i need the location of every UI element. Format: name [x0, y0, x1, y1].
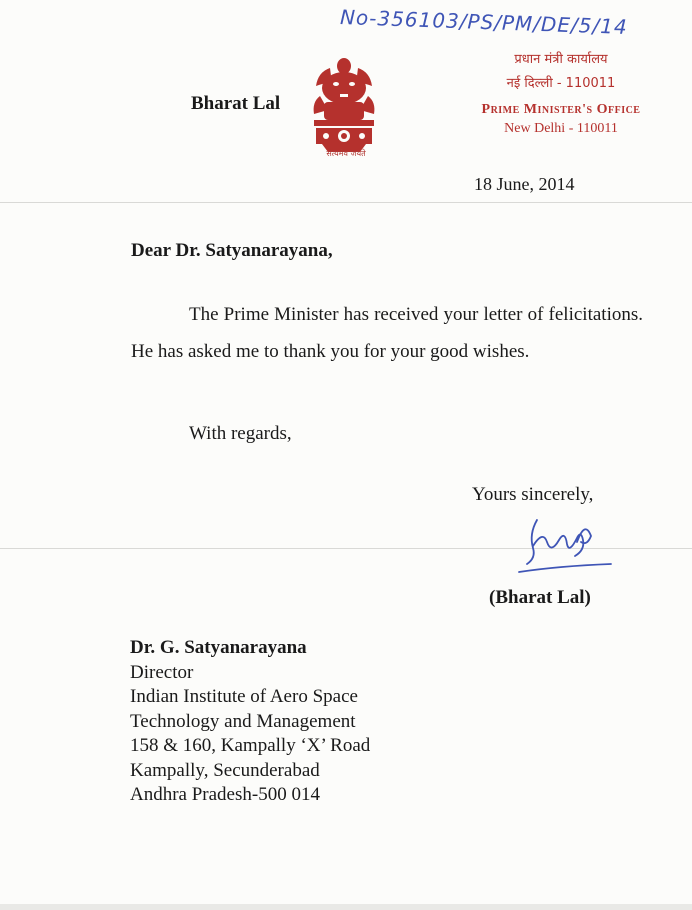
regards-line: With regards, — [189, 423, 292, 444]
recipient-state-pin: Andhra Pradesh-500 014 — [130, 784, 320, 805]
signature-icon — [515, 516, 615, 578]
recipient-title: Director — [130, 661, 194, 683]
recipient-street: 158 & 160, Kampally ‘X’ Road — [130, 735, 371, 756]
closing-line: Yours sincerely, — [472, 484, 594, 505]
sender-name: Bharat Lal — [191, 93, 281, 114]
paper-edge — [0, 904, 692, 910]
letter-body-text: The Prime Minister has received your letter of felicitations. He has asked me to thank you for your good wishes. — [131, 304, 643, 362]
office-name-english: Prime Minister's Office — [481, 102, 641, 117]
recipient-organization-line-2: Technology and Management — [130, 710, 356, 732]
recipient-name: Dr. G. Satyanarayana — [130, 637, 307, 658]
letter-date: 18 June, 2014 — [474, 174, 575, 194]
letter-body — [131, 296, 643, 370]
paper-fold-line — [0, 202, 692, 203]
office-name-hindi: प्रधान मंत्री कार्यालय — [514, 52, 608, 67]
recipient-locality: Kampally, Secunderabad — [130, 759, 320, 781]
office-letterhead — [465, 48, 657, 138]
handwritten-reference-number: No-356103/PS/PM/DE/5/14 — [339, 4, 629, 40]
recipient-organization-line-1: Indian Institute of Aero Space — [130, 686, 358, 707]
emblem-motto: सत्यमेव जयते — [326, 149, 366, 158]
office-city-english: New Delhi - 110011 — [504, 121, 618, 136]
office-city-hindi: नई दिल्ली - 110011 — [506, 76, 616, 91]
salutation: Dear Dr. Satyanarayana, — [131, 240, 333, 261]
recipient-address — [130, 636, 370, 808]
signatory-name: (Bharat Lal) — [489, 587, 591, 608]
